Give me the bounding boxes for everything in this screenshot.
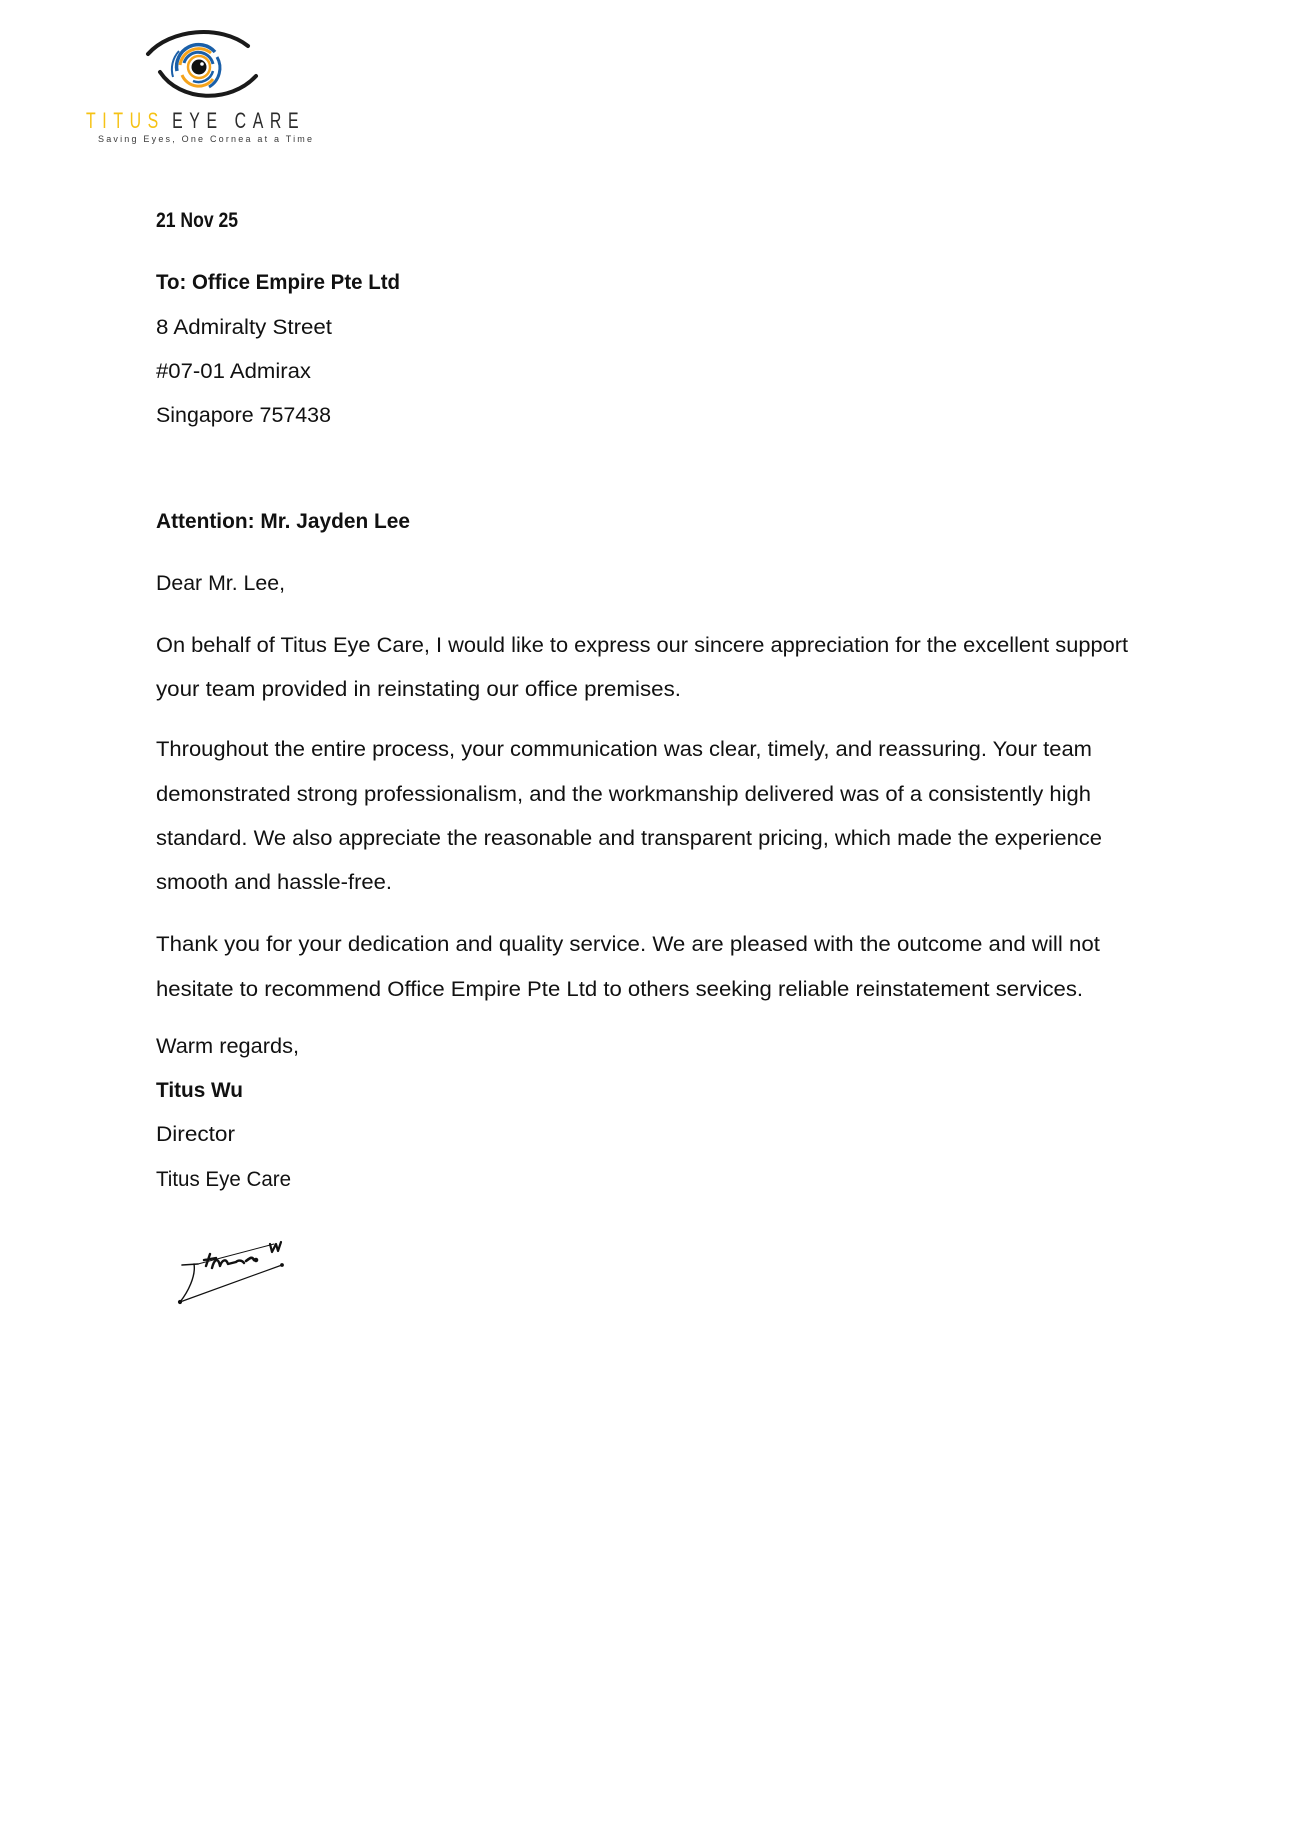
letter-date: 21 Nov 25 (156, 209, 238, 232)
brand-wordmark (86, 108, 306, 133)
salutation: Dear Mr. Lee, (156, 572, 286, 595)
signer-title: Director (156, 1123, 235, 1146)
signer-name: Titus Wu (156, 1079, 244, 1102)
address-line: #07-01 Admirax (156, 360, 311, 383)
signature-icon (176, 1236, 296, 1308)
closing: Warm regards, (156, 1035, 299, 1058)
brand-primary: TITUS (86, 108, 165, 133)
attention-line: Attention: Mr. Jayden Lee (156, 510, 410, 533)
eye-icon (80, 24, 320, 114)
body-paragraph-3-line: Thank you for your dedication and quality service. We are pleased with the outcome and will not (156, 933, 1100, 956)
body-paragraph-1-line: your team provided in reinstating our office premises. (156, 678, 681, 701)
recipient-to-line: To: Office Empire Pte Ltd (156, 271, 401, 294)
body-paragraph-3-line: hesitate to recommend Office Empire Pte Ltd to others seeking reliable reinstatement services. (156, 978, 1084, 1001)
signer-company: Titus Eye Care (156, 1168, 292, 1191)
address-line: Singapore 757438 (156, 404, 332, 427)
address-line: 8 Admiralty Street (156, 316, 332, 339)
brand-tagline: Saving Eyes, One Cornea at a Time (98, 134, 315, 144)
body-paragraph-2-line: smooth and hassle-free. (156, 871, 392, 894)
body-paragraph-2-line: standard. We also appreciate the reasonable and transparent pricing, which made the experience (156, 827, 1102, 850)
body-paragraph-1-line: On behalf of Titus Eye Care, I would like to express our sincere appreciation for the excellent support (156, 634, 1129, 657)
brand-secondary: EYE CARE (172, 108, 306, 133)
signature-image (176, 1236, 296, 1308)
body-paragraph-2-line: Throughout the entire process, your communication was clear, timely, and reassuring. Your team (156, 738, 1092, 761)
letterhead-logo (80, 24, 320, 149)
body-paragraph-2-line: demonstrated strong professionalism, and the workmanship delivered was of a consistently high (156, 783, 1091, 806)
